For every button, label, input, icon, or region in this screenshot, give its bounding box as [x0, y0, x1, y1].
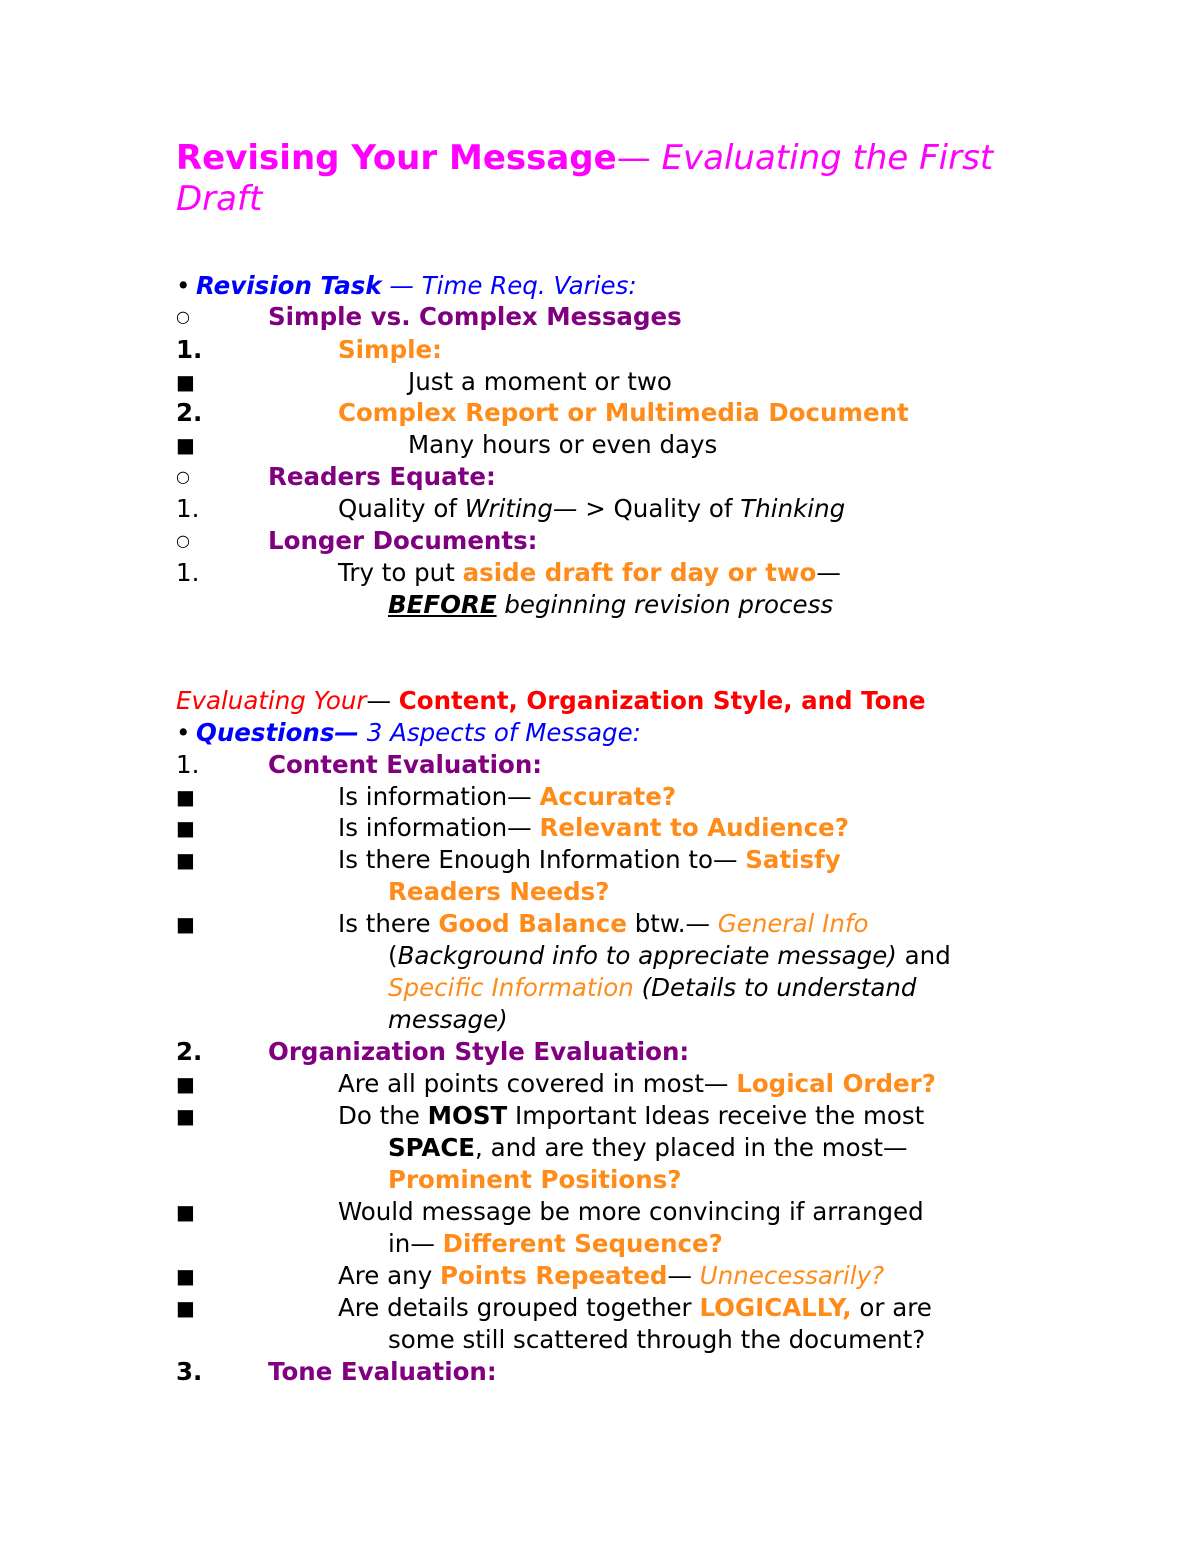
item-text: Important Ideas receive the most [507, 1101, 925, 1130]
item-text: Tone Evaluation: [268, 1357, 497, 1386]
item-text: Complex Report or Multimedia Document [338, 398, 909, 427]
square-bullet-icon: ■ [176, 433, 195, 457]
heading-separator: — [366, 686, 399, 715]
list-number: 3. [176, 1357, 203, 1386]
item-text: ( [388, 941, 398, 970]
square-bullet-icon: ■ [176, 912, 195, 936]
list-number: 2. [176, 1037, 203, 1066]
item-text: Simple vs. Complex Messages [268, 302, 682, 331]
item-text: or are [851, 1293, 932, 1322]
item-text: Prominent Positions? [388, 1165, 682, 1194]
item-text: btw.— [626, 909, 718, 938]
item-text: Are details grouped together [338, 1293, 700, 1322]
item-text: Do the [338, 1101, 428, 1130]
emphasis-text: BEFORE [388, 590, 497, 619]
title-separator: — [616, 138, 662, 178]
item-text: — [816, 558, 841, 587]
square-bullet-icon: ■ [176, 1072, 195, 1096]
list-number: 2. [176, 398, 203, 427]
item-text: Is there Enough Information to— [338, 845, 746, 874]
item-text: Longer Documents: [268, 526, 538, 555]
item-text: message) [388, 1005, 508, 1034]
square-bullet-icon: ■ [176, 1296, 195, 1320]
item-text: SPACE [388, 1133, 476, 1162]
item-text: Logical Order? [736, 1069, 936, 1098]
item-text: Different Sequence? [442, 1229, 723, 1258]
item-text: Is there [338, 909, 439, 938]
list-number: 1. [176, 335, 203, 364]
item-text: beginning revision process [496, 590, 834, 619]
item-text: Satisfy [745, 845, 841, 874]
item-text: Just a moment or two [408, 367, 672, 396]
circle-bullet-icon: ○ [176, 307, 190, 326]
item-text: Relevant to Audience? [539, 813, 849, 842]
item-text: some still scattered through the document? [388, 1325, 926, 1354]
square-bullet-icon: ■ [176, 848, 195, 872]
item-text: Simple: [338, 335, 442, 364]
item-text: (Details to understand [633, 973, 917, 1002]
item-text: Unnecessarily? [699, 1261, 885, 1290]
bullet-icon: • [176, 271, 191, 300]
item-text: Readers Equate: [268, 462, 496, 491]
item-text: Is information— [338, 813, 540, 842]
heading-rest: 3 Aspects of Message: [358, 718, 641, 747]
square-bullet-icon: ■ [176, 816, 195, 840]
list-number: 1. [176, 494, 200, 523]
item-text: Thinking [740, 494, 846, 523]
heading-text: Content, Organization Style, and Tone [398, 686, 926, 715]
item-text: General Info [717, 909, 869, 938]
item-text: and [896, 941, 951, 970]
page-title [176, 138, 1056, 220]
square-bullet-icon: ■ [176, 1200, 195, 1224]
title-subtitle: Evaluating the First Draft [176, 138, 994, 219]
item-text: Quality of [338, 494, 465, 523]
title-main: Revising Your Message [176, 138, 617, 178]
item-text: , and are they placed in the most— [475, 1133, 908, 1162]
heading-text: Evaluating Your [176, 686, 367, 715]
item-text: Try to put [338, 558, 463, 587]
item-text: Content Evaluation: [268, 750, 543, 779]
item-text: Specific Information [388, 973, 634, 1002]
heading-bold: Revision Task [196, 271, 382, 300]
item-text: Readers Needs? [388, 877, 610, 906]
item-text: LOGICALLY, [699, 1293, 852, 1322]
item-text: Background info to appreciate message) [397, 941, 897, 970]
square-bullet-icon: ■ [176, 1104, 195, 1128]
circle-bullet-icon: ○ [176, 467, 190, 486]
item-text: — [667, 1261, 700, 1290]
item-text: — > Quality of [552, 494, 741, 523]
item-text: Would message be more convincing if arranged [338, 1197, 924, 1226]
item-text: Points Repeated [439, 1261, 668, 1290]
item-text: Is information— [338, 782, 540, 811]
item-text: Accurate? [539, 782, 677, 811]
item-text: Are all points covered in most— [338, 1069, 737, 1098]
heading-bold: Questions— [196, 718, 359, 747]
list-number: 1. [176, 558, 200, 587]
list-number: 1. [176, 750, 200, 779]
item-text: Are any [338, 1261, 440, 1290]
item-text: Organization Style Evaluation: [268, 1037, 690, 1066]
item-text: Many hours or even days [408, 430, 718, 459]
item-text: in— [388, 1229, 443, 1258]
item-text: MOST [427, 1101, 508, 1130]
item-text: Good Balance [438, 909, 627, 938]
square-bullet-icon: ■ [176, 1264, 195, 1288]
square-bullet-icon: ■ [176, 370, 195, 394]
circle-bullet-icon: ○ [176, 531, 190, 550]
heading-rest: — Time Req. Varies: [381, 271, 637, 300]
square-bullet-icon: ■ [176, 785, 195, 809]
bullet-icon: • [176, 718, 191, 747]
item-text: Writing [464, 494, 553, 523]
item-text: aside draft for day or two [462, 558, 817, 587]
